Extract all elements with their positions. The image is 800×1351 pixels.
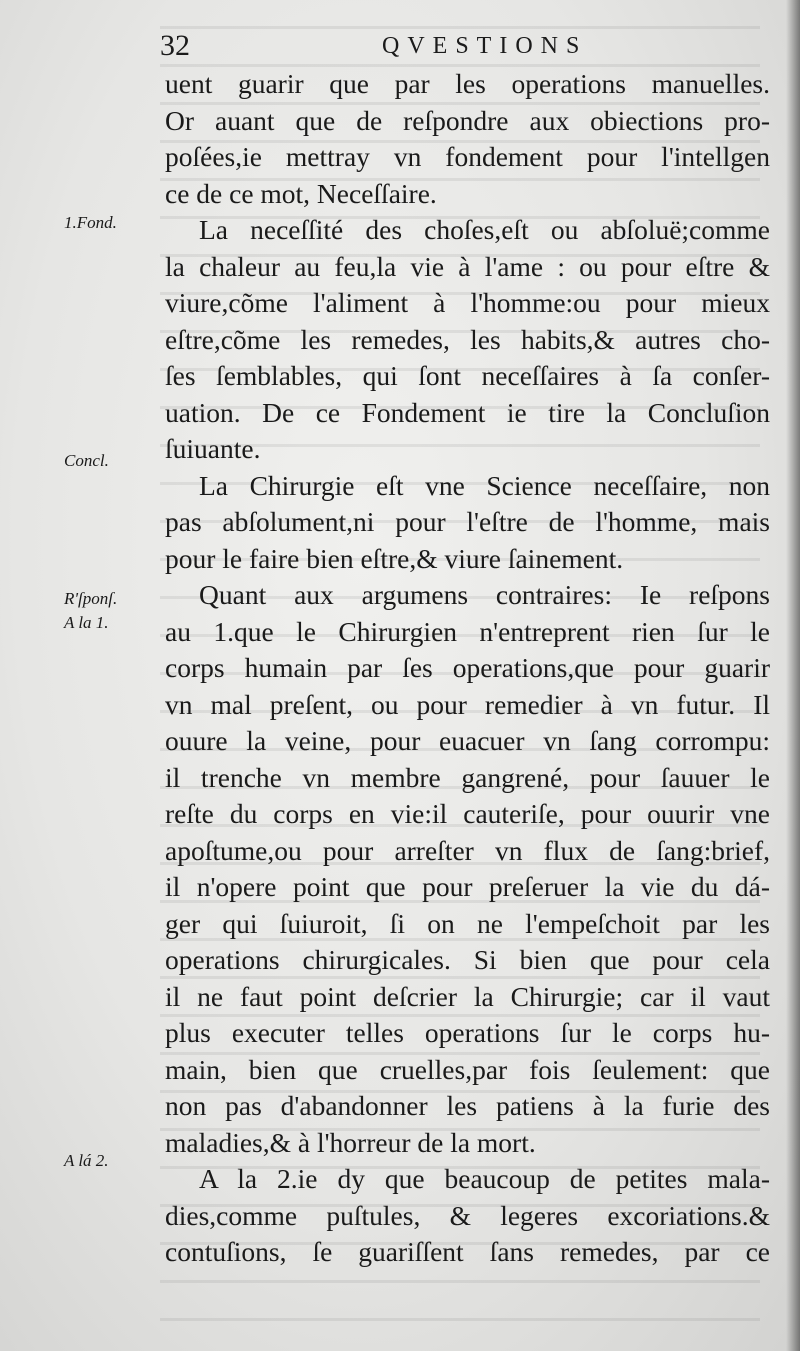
text-line: apoſtume,ou pour arreſter vn flux de ſang:brief,	[165, 834, 770, 866]
text-line: plus executer telles operations ſur le corps hu-	[165, 1017, 770, 1048]
text-line: corps humain par ſes operations,que pour guarir	[165, 652, 770, 683]
text-line: poſées,ie mettray vn fondement pour l'intellgen	[165, 141, 770, 172]
text-line: main, bien que cruelles,par fois ſeulement: que	[165, 1053, 770, 1085]
text-line: ce de ce mot, Neceſſaire.	[165, 177, 437, 209]
text-line: il trenche vn membre gangrené, pour ſauuer le	[165, 761, 770, 793]
text-line: vn mal preſent, ou pour remedier à vn futur. Il	[165, 688, 770, 720]
text-line: au 1.que le Chirurgien n'entreprent rien ſur le	[165, 615, 770, 647]
page-number: 32	[160, 29, 190, 62]
text-line: pas abſolument,ni pour l'eſtre de l'homme, mais	[165, 506, 770, 537]
text-line: ſuiuante.	[165, 433, 261, 464]
text-line: eſtre,cõme les remedes, les habits,& autres cho-	[165, 323, 770, 355]
text-line: pour le faire bien eſtre,& viure ſainement.	[165, 542, 624, 574]
text-line: reſte du corps en vie:il cauteriſe, pour ouurir vne	[165, 798, 770, 829]
text-line: Or auant que de reſpondre aux obiections pro-	[165, 104, 770, 136]
running-head	[160, 28, 760, 64]
text-line: non pas d'abandonner les patiens à la furie des	[165, 1090, 770, 1121]
text-line: A la 2.ie dy que beaucoup de petites mala-	[199, 1163, 770, 1194]
body-text	[165, 66, 770, 1271]
text-line: ger qui ſuiuroit, ſi on ne l'empeſchoit par les	[165, 907, 770, 939]
margin-note-a-la-1: A la 1.	[64, 613, 109, 632]
text-line: ſes ſemblables, qui ſont neceſſaires à ſa conſer-	[165, 360, 770, 391]
margin-note-response: R'ſponſ.	[64, 589, 118, 608]
text-line: maladies,& à l'horreur de la mort.	[165, 1126, 536, 1158]
page-gutter-shadow	[786, 0, 800, 1351]
text-line: viure,cõme l'aliment à l'homme:ou pour mieux	[165, 287, 770, 318]
text-line: La neceſſité des choſes,eſt ou abſoluë;comme	[199, 214, 770, 245]
running-title: QVESTIONS	[382, 33, 588, 59]
margin-note-fondement: 1.Fond.	[64, 213, 117, 232]
text-line: contuſions, ſe guariſſent ſans remedes, par ce	[165, 1236, 770, 1267]
text-line: dies,comme puſtules, & legeres excoriations.&	[165, 1199, 770, 1231]
text-line: Quant aux argumens contraires: Ie reſpons	[199, 579, 770, 610]
text-line: La Chirurgie eſt vne Science neceſſaire, non	[199, 469, 770, 501]
text-line: uation. De ce Fondement ie tire la Concluſion	[165, 396, 770, 428]
margin-note-a-la-2: A lá 2.	[64, 1151, 109, 1170]
text-line: il n'opere point que pour preſeruer la vie du dá-	[165, 871, 770, 902]
text-line: la chaleur au feu,la vie à l'ame : ou pour eſtre &	[165, 250, 770, 282]
margin-note-conclusion: Concl.	[64, 451, 109, 470]
text-line: il ne faut point deſcrier la Chirurgie; car il vaut	[165, 980, 770, 1012]
text-line: uent guarir que par les operations manuelles.	[165, 68, 770, 99]
text-line: operations chirurgicales. Si bien que pour cela	[165, 944, 770, 975]
text-line: ouure la veine, pour euacuer vn ſang corrompu:	[165, 725, 770, 756]
